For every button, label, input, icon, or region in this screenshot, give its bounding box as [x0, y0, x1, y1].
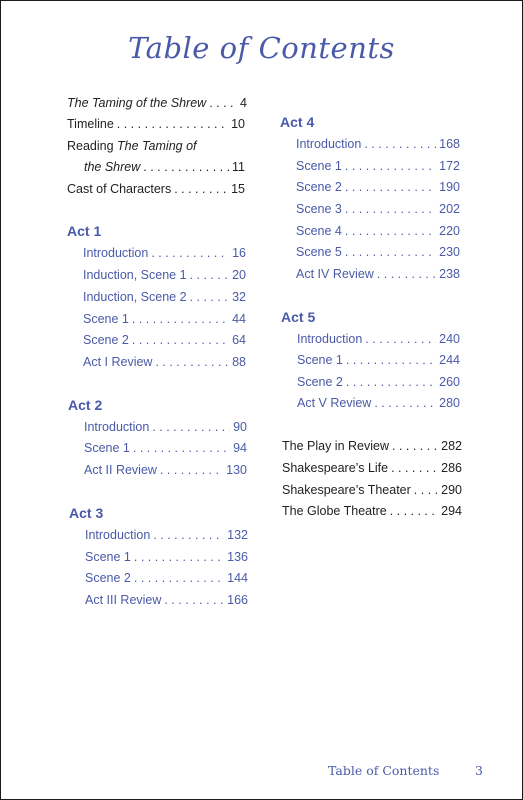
toc-entry-act4-introduction[interactable]: Introduction . . . 168 [296, 134, 460, 154]
page-number: 3 [475, 763, 483, 778]
toc-entry-globe-theatre[interactable]: The Globe Theatre . . . 294 [282, 501, 462, 521]
toc-entry-label: Timeline [67, 117, 114, 131]
toc-entry-label: Cast of Characters [67, 182, 172, 196]
toc-entry-cast[interactable] [67, 179, 245, 199]
act-1-heading[interactable]: Act 1 [67, 223, 102, 239]
toc-entry-timeline[interactable] [67, 114, 245, 134]
toc-entry-act4-scene-5[interactable]: Scene 5 . . . 230 [296, 242, 460, 262]
dot-leader [174, 179, 228, 199]
toc-entry-label: the Shrew [84, 160, 141, 174]
act-2-heading[interactable]: Act 2 [68, 397, 103, 413]
toc-entry-act5-scene-2[interactable]: Scene 2 . . . 260 [297, 372, 460, 392]
dot-leader [209, 93, 237, 113]
act-4-heading[interactable]: Act 4 [280, 114, 315, 130]
toc-entry-page: 10 [231, 117, 245, 131]
running-footer-title: Table of Contents [328, 763, 440, 778]
toc-entry-act2-introduction[interactable]: Introduction . . . 90 [84, 417, 247, 437]
toc-entry-act5-scene-1[interactable]: Scene 1 . . . 244 [297, 350, 460, 370]
toc-entry-act4-scene-4[interactable]: Scene 4 . . . 220 [296, 221, 460, 241]
toc-entry-act3-scene-1[interactable]: Scene 1 . . . 136 [85, 547, 248, 567]
toc-entry-act1-introduction[interactable]: Introduction . . . 16 [83, 243, 246, 263]
toc-entry-act5-introduction[interactable]: Introduction . . . 240 [297, 329, 460, 349]
toc-entry-act3-review[interactable]: Act III Review . . . 166 [85, 590, 248, 610]
toc-entry-act1-induction-scene-2[interactable]: Induction, Scene 2 . . . 32 [83, 287, 246, 307]
page-title: Table of Contents [128, 31, 395, 65]
toc-entry-act3-scene-2[interactable]: Scene 2 . . . 144 [85, 568, 248, 588]
toc-entry-act4-review[interactable]: Act IV Review . . . 238 [296, 264, 460, 284]
toc-entry-act5-review[interactable]: Act V Review . . . 280 [297, 393, 460, 413]
toc-entry-act1-scene-1[interactable]: Scene 1 . . . 44 [83, 309, 246, 329]
toc-entry-reading-line2[interactable] [84, 157, 245, 177]
dot-leader [117, 114, 228, 134]
toc-entry-page: 15 [231, 182, 245, 196]
toc-entry-page: 4 [240, 96, 247, 110]
toc-entry-act3-introduction[interactable]: Introduction . . . 132 [85, 525, 248, 545]
toc-entry-act2-scene-1[interactable]: Scene 1 . . . 94 [84, 438, 247, 458]
toc-entry-shakespeares-theater[interactable]: Shakespeare’s Theater . . . 290 [282, 480, 462, 500]
act-3-heading[interactable]: Act 3 [69, 505, 104, 521]
toc-entry-reading-line1[interactable]: Reading The Taming of [67, 139, 197, 153]
act-5-heading[interactable]: Act 5 [281, 309, 316, 325]
toc-entry-shakespeares-life[interactable]: Shakespeare’s Life . . . 286 [282, 458, 462, 478]
toc-entry-act4-scene-1[interactable]: Scene 1 . . . 172 [296, 156, 460, 176]
toc-entry-page: 11 [232, 160, 245, 174]
toc-entry-act4-scene-3[interactable]: Scene 3 . . . 202 [296, 199, 460, 219]
toc-entry-label: The Taming of the Shrew [67, 96, 207, 110]
toc-entry-act4-scene-2[interactable]: Scene 2 . . . 190 [296, 177, 460, 197]
toc-entry-play-in-review[interactable]: The Play in Review . . . 282 [282, 436, 462, 456]
toc-entry-act1-review[interactable]: Act I Review . . . 88 [83, 352, 246, 372]
toc-entry-act1-induction-scene-1[interactable]: Induction, Scene 1 . . . 20 [83, 265, 246, 285]
toc-entry-act2-review[interactable]: Act II Review . . . 130 [84, 460, 247, 480]
toc-entry-act1-scene-2[interactable]: Scene 2 . . . 64 [83, 330, 246, 350]
toc-entry-play-title[interactable] [67, 93, 247, 113]
dot-leader [143, 157, 229, 177]
